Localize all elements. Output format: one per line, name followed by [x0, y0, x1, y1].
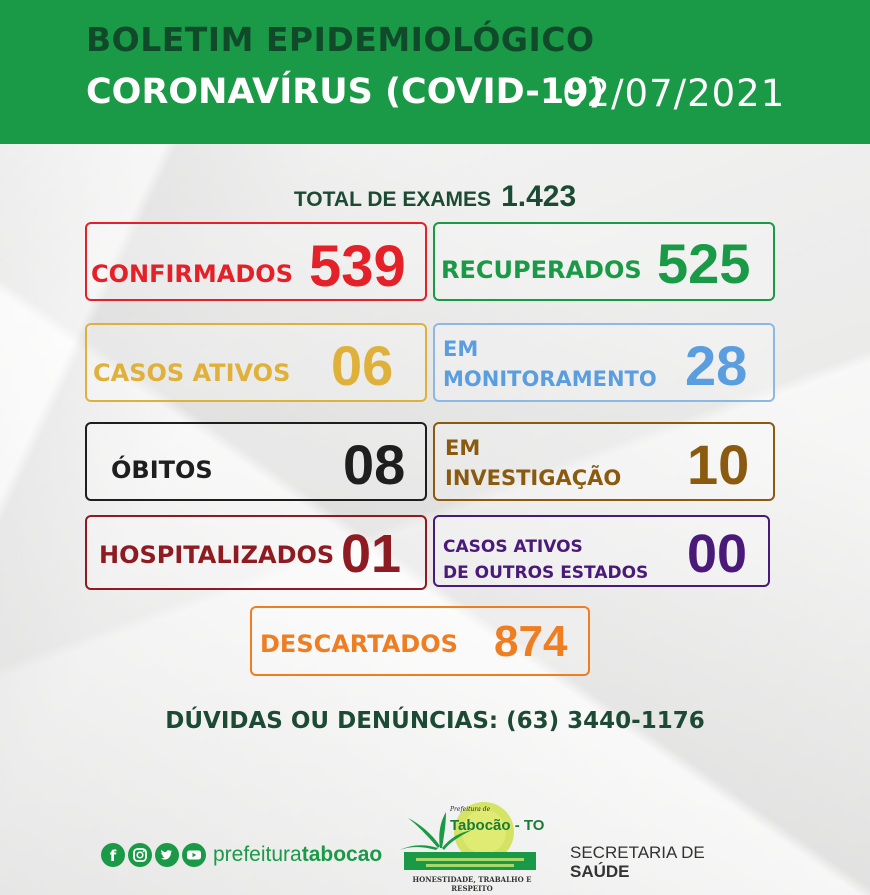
social-handle[interactable]	[213, 842, 382, 868]
card-descartados	[250, 606, 590, 676]
bulletin-subtitle: CORONAVÍRUS (COVID-19)	[86, 72, 605, 112]
card-confirmados	[85, 222, 427, 301]
svg-text:f: f	[109, 847, 117, 865]
recuperados-label: RECUPERADOS	[441, 256, 642, 284]
investigacao-label-line2: INVESTIGAÇÃO	[445, 466, 622, 490]
outros-estados-value: 00	[687, 524, 748, 584]
confirmados-label: CONFIRMADOS	[91, 260, 293, 288]
social-handle-name: tabocao	[301, 843, 383, 866]
card-casos-ativos	[85, 323, 427, 402]
card-investigacao	[433, 422, 775, 501]
investigacao-label-line1: EM	[445, 436, 481, 460]
youtube-icon[interactable]	[182, 843, 206, 867]
twitter-icon[interactable]	[155, 843, 179, 867]
monitoramento-value: 28	[685, 334, 748, 397]
card-outros-estados	[433, 515, 770, 587]
instagram-icon[interactable]	[128, 843, 152, 867]
contact-phone: DÚVIDAS OU DENÚNCIAS: (63) 3440-1176	[165, 708, 705, 734]
descartados-value: 874	[494, 617, 568, 666]
card-recuperados	[433, 222, 775, 301]
card-hospitalizados	[85, 515, 427, 590]
total-exams-label: TOTAL DE EXAMES	[293, 188, 492, 211]
header-banner	[0, 0, 870, 144]
secretaria-line1: SECRETARIA DE	[570, 843, 705, 862]
obitos-label: ÓBITOS	[111, 456, 213, 484]
outros-estados-label-line1: CASOS ATIVOS	[443, 537, 583, 557]
secretaria-line2: SAÚDE	[570, 862, 630, 881]
investigacao-value: 10	[687, 433, 750, 496]
logo-motto: HONESTIDADE, TRABALHO E RESPEITO	[412, 875, 532, 893]
card-obitos	[85, 422, 427, 501]
outros-estados-label-line2: DE OUTROS ESTADOS	[443, 563, 649, 583]
hospitalizados-value: 01	[341, 524, 402, 584]
logo-top-text: Prefeitura de	[450, 806, 491, 813]
monitoramento-label-line1: EM	[443, 337, 479, 361]
social-handle-prefix: prefeitura	[213, 843, 302, 866]
total-exams	[0, 180, 870, 214]
monitoramento-label-line2: MONITORAMENTO	[443, 367, 657, 391]
logo-name-text: Tabocão - TO	[450, 817, 545, 834]
recuperados-value: 525	[657, 232, 751, 295]
bulletin-date: 02/07/2021	[562, 72, 786, 115]
total-exams-value: 1.423	[501, 180, 577, 213]
descartados-label: DESCARTADOS	[260, 630, 458, 658]
card-monitoramento	[433, 323, 775, 402]
bulletin-title: BOLETIM EPIDEMIOLÓGICO	[86, 20, 595, 59]
hospitalizados-label: HOSPITALIZADOS	[99, 541, 335, 569]
confirmados-value: 539	[309, 234, 406, 299]
facebook-icon[interactable]	[101, 843, 125, 867]
casos-ativos-label: CASOS ATIVOS	[93, 359, 291, 387]
casos-ativos-value: 06	[331, 334, 394, 397]
obitos-value: 08	[343, 433, 406, 496]
social-links	[101, 842, 382, 868]
